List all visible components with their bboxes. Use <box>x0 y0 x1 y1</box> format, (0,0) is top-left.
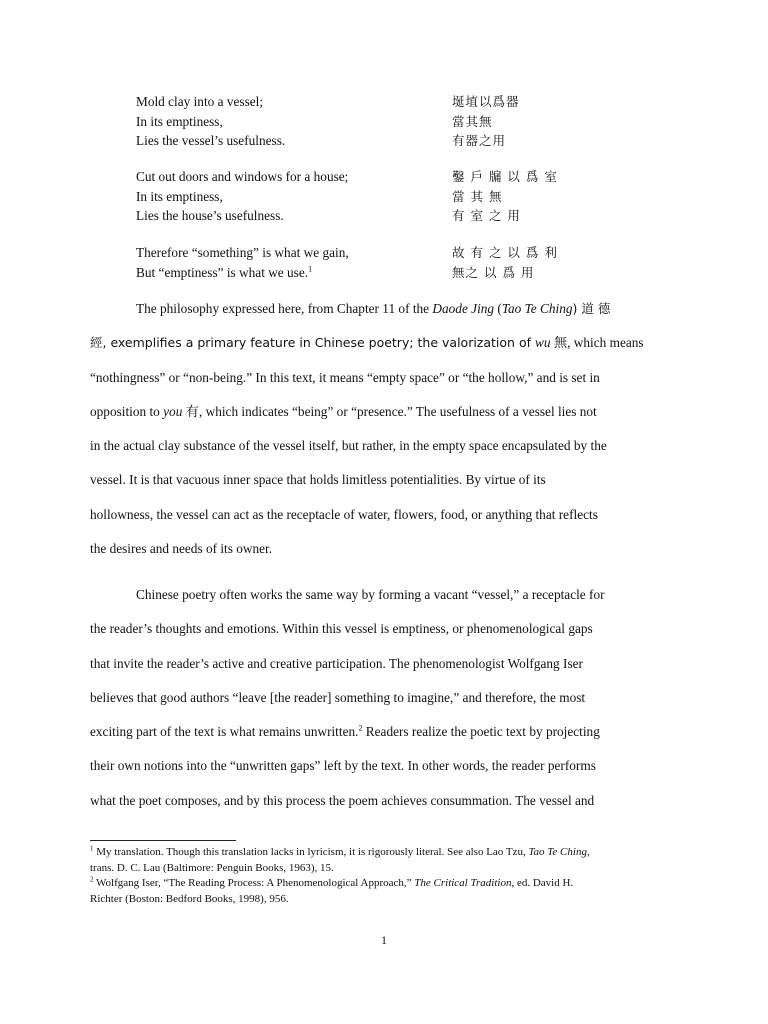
verse-english <box>136 263 312 283</box>
text-run: ) 道 德 <box>572 301 611 316</box>
verse-chinese: 鑿 戶 牖 以 爲 室 <box>452 169 558 184</box>
text-line <box>90 326 680 360</box>
verse-chinese: 當 其 無 <box>452 188 503 204</box>
verse-english: Therefore “something” is what we gain, <box>136 245 349 260</box>
verse-line <box>136 167 676 187</box>
text-line: what the poet composes, and by this process the poem achieves consummation. The vessel and <box>90 792 595 808</box>
footnote-mark: 2 <box>90 875 94 884</box>
text-run: opposition to <box>90 403 164 419</box>
verse-line <box>136 131 676 151</box>
verse-line <box>136 243 676 263</box>
italic-title: The Critical Tradition <box>414 877 512 889</box>
verse-stanza-2 <box>136 167 676 226</box>
verse-stanza-3 <box>136 243 676 282</box>
italic-term: wu <box>534 335 551 351</box>
verse-english: Mold clay into a vessel; <box>136 94 264 109</box>
italic-title: Daode Jing <box>432 301 495 316</box>
text-run: The philosophy expressed here, from Chapter 11 of the <box>136 301 433 316</box>
verse-line <box>136 187 676 207</box>
footnote-ref-1[interactable]: 1 <box>308 264 313 274</box>
text-run: My translation. Though this translation lacks in lyricism, it is rigorously literal. See also Lao Tzu, <box>93 846 529 858</box>
paragraph-1 <box>90 292 680 566</box>
verse-chinese: 故 有 之 以 爲 利 <box>452 245 558 260</box>
footnote-1 <box>90 845 680 861</box>
text-line: believes that good authors “leave [the reader] something to imagine,” and therefore, the most <box>90 689 586 705</box>
text-run: 無, which means <box>550 335 644 351</box>
verse-english-text: But “emptiness” is what we use. <box>136 264 309 280</box>
verse-english: Cut out doors and windows for a house; <box>136 169 349 184</box>
text-line: Chinese poetry often works the same way by forming a vacant “vessel,” a receptacle for <box>136 587 605 602</box>
text-run: 經, exemplifies a primary feature in Chinese poetry; the valorization of <box>90 335 535 351</box>
verse-line <box>136 206 676 226</box>
text-run: exciting part of the text is what remains unwritten. <box>90 724 359 740</box>
verse-chinese: 有器之用 <box>452 133 507 148</box>
footnotes <box>90 845 680 907</box>
verse-chinese: 當其無 <box>452 113 493 129</box>
footnote-separator <box>90 840 236 841</box>
italic-title: Tao Te Ching <box>501 301 573 316</box>
footnote-mark: 1 <box>90 844 94 853</box>
italic-title: Tao Te Ching <box>528 846 587 858</box>
verse-english: Lies the house’s usefulness. <box>136 208 284 223</box>
text-line: vessel. It is that vacuous inner space that holds limitless potentialities. By virtue of its <box>90 472 546 488</box>
text-line <box>90 715 680 749</box>
footnote-ref-2[interactable]: 2 <box>358 723 363 733</box>
text-run: 有, which indicates “being” or “presence.” The usefulness of a vessel lies not <box>182 403 597 419</box>
footnote-1-cont: trans. D. C. Lau (Baltimore: Penguin Books, 1963), 15. <box>90 861 334 874</box>
text-run: ( <box>494 301 502 316</box>
page-number: 1 <box>381 933 387 947</box>
paragraph-2 <box>90 578 680 818</box>
text-line: the reader’s thoughts and emotions. Within this vessel is emptiness, or phenomenological gaps <box>90 621 593 637</box>
italic-term: you <box>163 403 183 419</box>
footnote-2 <box>90 876 680 892</box>
verse-english: Lies the vessel’s usefulness. <box>136 133 286 148</box>
verse-stanza-1 <box>136 92 676 151</box>
verse-english: In its emptiness, <box>136 188 223 204</box>
text-run: Readers realize the poetic text by projecting <box>362 724 600 740</box>
text-line: their own notions into the “unwritten gaps” left by the text. In other words, the reader performs <box>90 758 596 774</box>
text-line: in the actual clay substance of the vessel itself, but rather, in the empty space encapsulated by the <box>90 438 607 454</box>
text-line: “nothingness” or “non-being.” In this text, it means “empty space” or “the hollow,” and is set in <box>90 369 600 385</box>
verse-line <box>136 92 676 112</box>
verse-line <box>136 263 676 283</box>
text-line <box>90 292 680 326</box>
text-line: hollowness, the vessel can act as the receptacle of water, flowers, food, or anything that reflects <box>90 506 598 522</box>
verse-english: In its emptiness, <box>136 113 223 129</box>
verse-chinese: 埏埴以爲器 <box>452 94 520 109</box>
text-run: Wolfgang Iser, “The Reading Process: A Phenomenological Approach,” <box>93 877 415 889</box>
text-line <box>90 395 680 429</box>
text-run: , ed. David H. <box>511 877 574 889</box>
text-line: the desires and needs of its owner. <box>90 541 273 557</box>
verse-line <box>136 112 676 132</box>
footnote-2-cont: Richter (Boston: Bedford Books, 1998), 956. <box>90 892 289 905</box>
text-run: , <box>586 846 590 858</box>
text-line: that invite the reader’s active and creative participation. The phenomenologist Wolfgang Iser <box>90 655 583 671</box>
verse-chinese: 無之 以 爲 用 <box>452 264 535 280</box>
verse-chinese: 有 室 之 用 <box>452 208 521 223</box>
